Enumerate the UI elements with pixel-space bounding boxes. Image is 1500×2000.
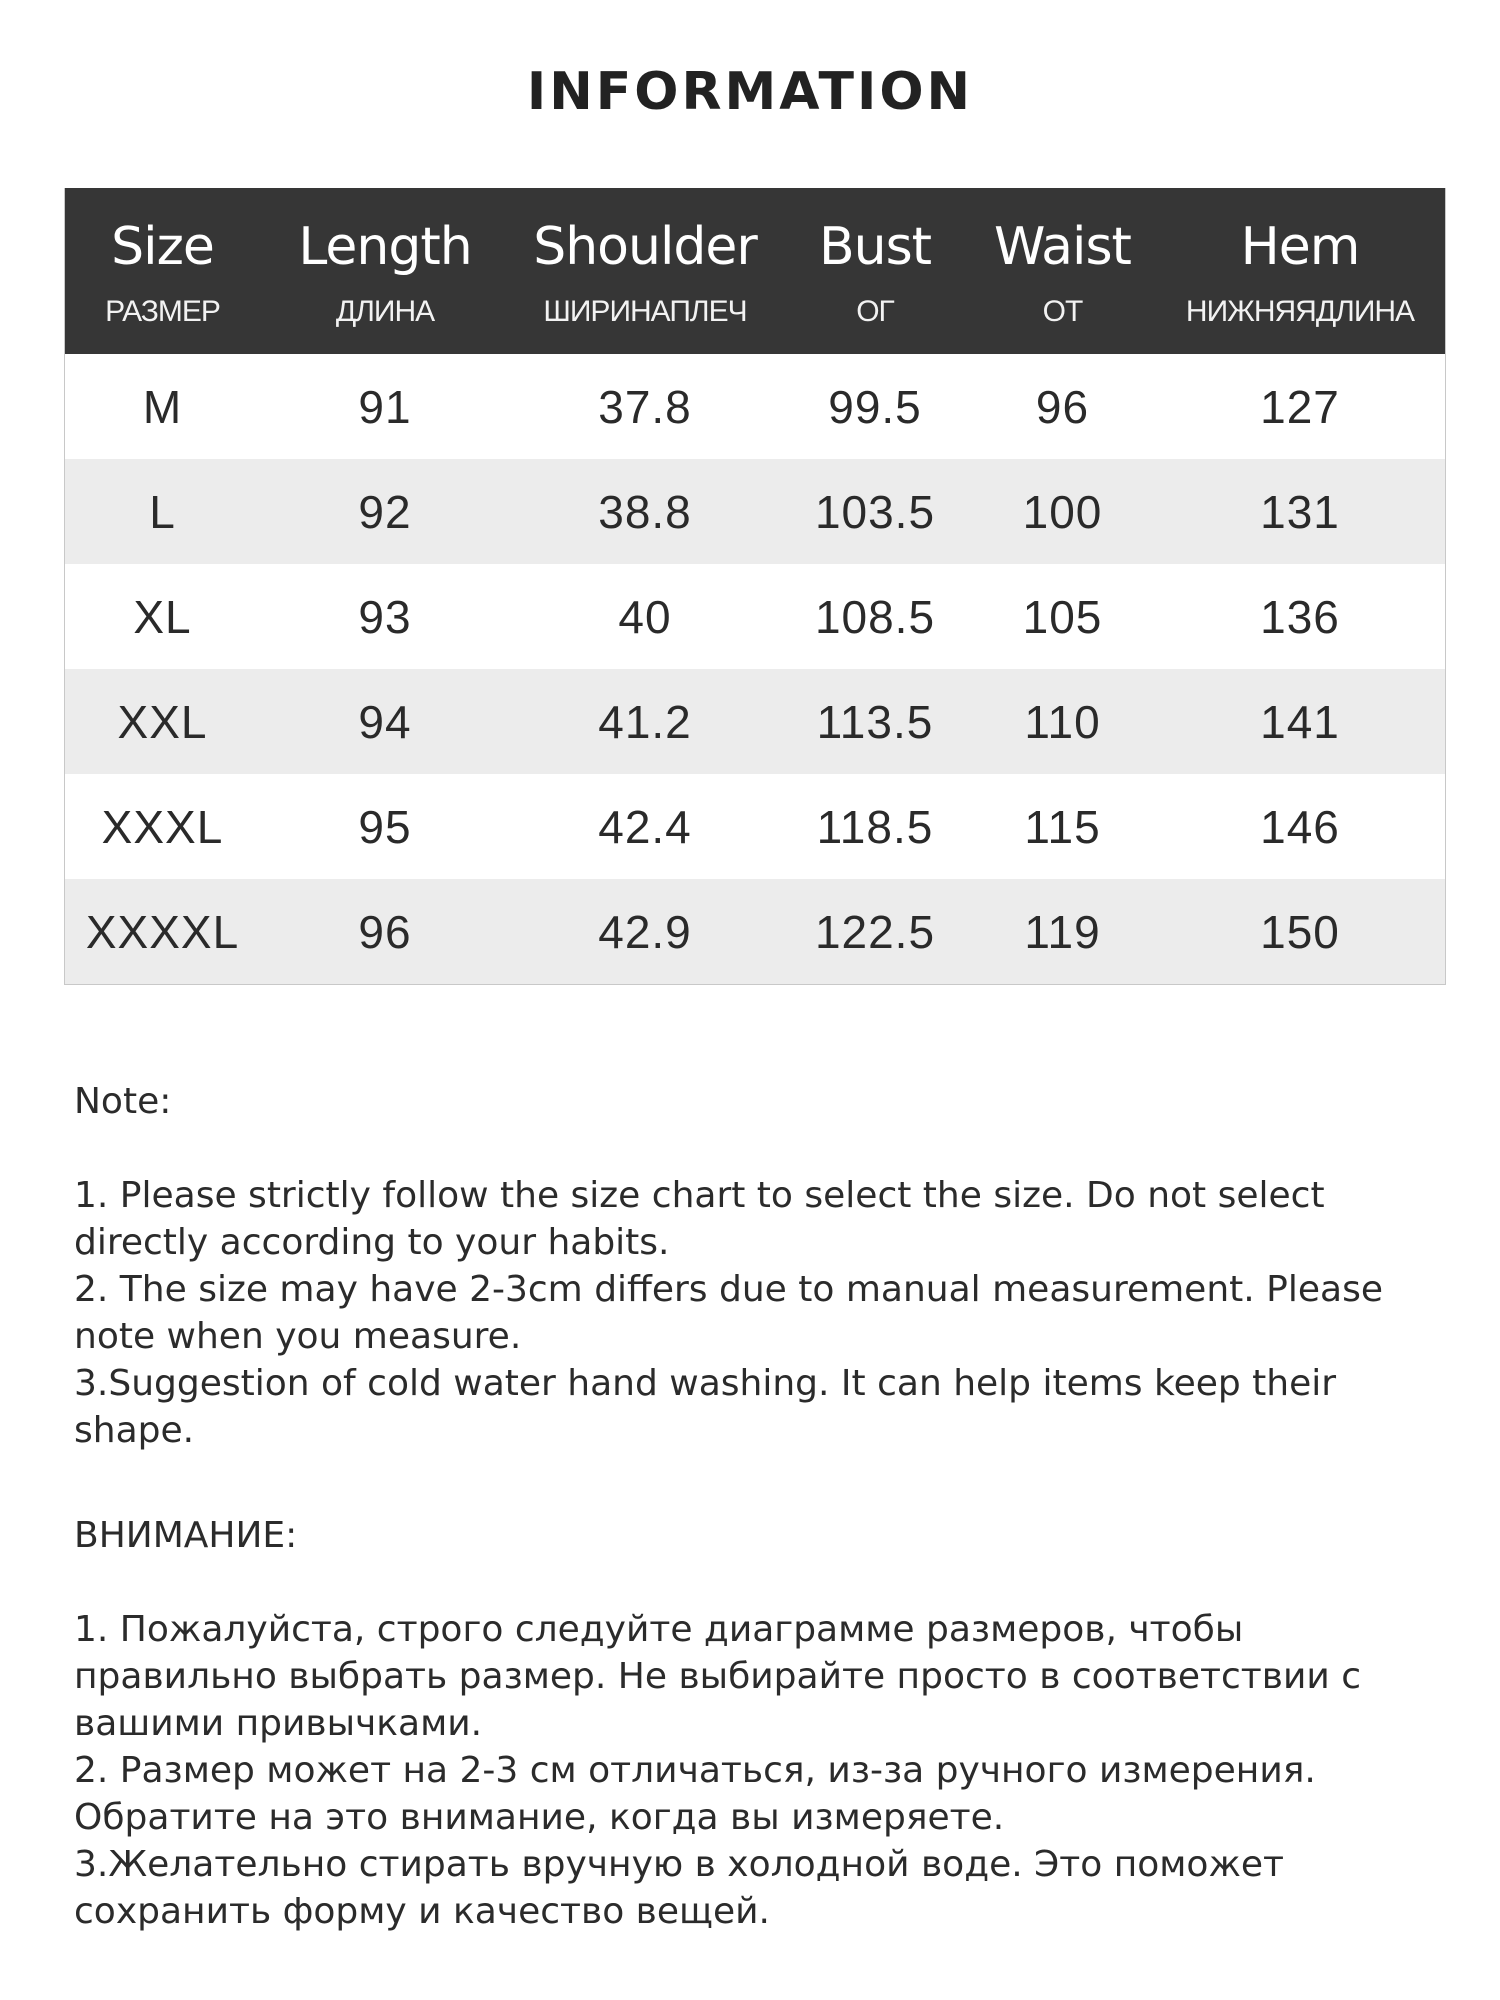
header-sublabel: РАЗМЕР bbox=[105, 294, 220, 328]
header-sublabel: ОТ bbox=[1042, 294, 1083, 328]
note-item: 1. Please strictly follow the size chart to select the size. Do not select directly according to your habits. bbox=[74, 1175, 1325, 1263]
header-cell-bust bbox=[780, 188, 970, 354]
table-cell: 122.5 bbox=[814, 905, 936, 958]
notes-russian bbox=[74, 1512, 1444, 1935]
table-cell: 141 bbox=[1260, 695, 1340, 748]
table-cell: XXXL bbox=[101, 800, 224, 853]
header-label: Waist bbox=[994, 217, 1131, 278]
table-cell: 96 bbox=[1035, 380, 1090, 433]
table-cell: 37.8 bbox=[598, 380, 692, 433]
table-cell: 108.5 bbox=[814, 590, 936, 643]
table-cell: 103.5 bbox=[814, 485, 936, 538]
header-label: Shoulder bbox=[533, 217, 757, 278]
notes-heading: Note: bbox=[74, 1081, 172, 1122]
page-title: INFORMATION bbox=[526, 62, 974, 122]
header-label: Length bbox=[298, 217, 472, 278]
header-label: Hem bbox=[1240, 217, 1360, 278]
table-row bbox=[65, 669, 1445, 774]
table-cell: 94 bbox=[358, 695, 412, 748]
notes-heading: ВНИМАНИЕ: bbox=[74, 1515, 298, 1556]
table-cell: 42.9 bbox=[598, 905, 692, 958]
table-cell: 38.8 bbox=[598, 485, 692, 538]
note-item: 2. Размер может на 2-3 см отличаться, из-за ручного измерения. Обратите на это внимание, когда вы измеряете. bbox=[74, 1750, 1316, 1838]
note-item: 2. The size may have 2-3cm differs due to manual measurement. Please note when you measure. bbox=[74, 1269, 1383, 1357]
table-row bbox=[65, 354, 1445, 459]
table-cell: 91 bbox=[358, 380, 412, 433]
header-sublabel: ШИРИНАПЛЕЧ bbox=[543, 294, 747, 328]
table-cell: 127 bbox=[1260, 380, 1340, 433]
table-cell: 118.5 bbox=[816, 800, 934, 853]
table-cell: 92 bbox=[358, 485, 412, 538]
header-sublabel: ДЛИНА bbox=[335, 294, 435, 328]
size-table bbox=[64, 188, 1446, 985]
table-cell: 115 bbox=[1024, 800, 1101, 853]
table-cell: 41.2 bbox=[598, 695, 692, 748]
table-cell: 136 bbox=[1260, 590, 1340, 643]
header-label: Size bbox=[111, 217, 214, 278]
header-cell-hem bbox=[1155, 188, 1445, 354]
note-item: 3.Желательно стирать вручную в холодной воде. Это поможет сохранить форму и качество вещей. bbox=[74, 1844, 1284, 1932]
table-row bbox=[65, 459, 1445, 564]
table-cell: 99.5 bbox=[828, 380, 922, 433]
header-cell-shoulder bbox=[510, 188, 780, 354]
table-cell: 110 bbox=[1024, 695, 1101, 748]
table-cell: 100 bbox=[1022, 485, 1103, 538]
table-cell: M bbox=[142, 380, 183, 433]
table-cell: 40 bbox=[618, 590, 672, 643]
table-row bbox=[65, 879, 1445, 984]
table-cell: 150 bbox=[1260, 905, 1340, 958]
table-cell: 119 bbox=[1024, 905, 1101, 958]
table-cell: 96 bbox=[358, 905, 412, 958]
table-header-row bbox=[65, 188, 1445, 354]
header-sublabel: ОГ bbox=[856, 294, 894, 328]
header-cell-length bbox=[260, 188, 510, 354]
table-cell: L bbox=[149, 485, 176, 538]
header-label: Bust bbox=[818, 217, 932, 278]
table-cell: 113.5 bbox=[816, 695, 934, 748]
table-cell: 105 bbox=[1022, 590, 1103, 643]
table-cell: XXL bbox=[117, 695, 208, 748]
table-cell: 131 bbox=[1260, 485, 1340, 538]
note-item: 3.Suggestion of cold water hand washing. It can help items keep their shape. bbox=[74, 1363, 1337, 1451]
table-row bbox=[65, 564, 1445, 669]
header-cell-size bbox=[65, 188, 260, 354]
table-row bbox=[65, 774, 1445, 879]
header-sublabel: НИЖНЯЯДЛИНА bbox=[1185, 294, 1415, 328]
header-cell-waist bbox=[970, 188, 1155, 354]
table-cell: XL bbox=[133, 590, 192, 643]
table-cell: 146 bbox=[1260, 800, 1340, 853]
notes-english bbox=[74, 1078, 1444, 1454]
table-cell: 93 bbox=[358, 590, 412, 643]
table-cell: 42.4 bbox=[598, 800, 692, 853]
table-cell: XXXXL bbox=[85, 905, 240, 958]
table-cell: 95 bbox=[358, 800, 412, 853]
note-item: 1. Пожалуйста, строго следуйте диаграмме размеров, чтобы правильно выбрать размер. Не выбирайте просто в соответствии с вашими привычками. bbox=[74, 1609, 1362, 1744]
